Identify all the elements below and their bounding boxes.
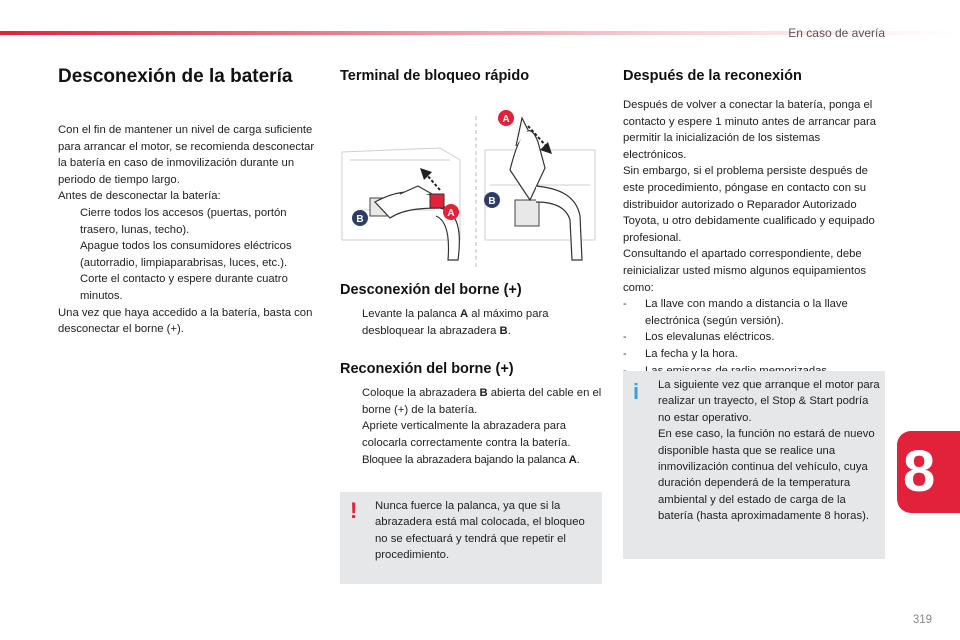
outro-paragraph: Una vez que haya accedido a la batería, basta con desconectar el borne (+). — [58, 306, 313, 336]
terminal-diagram — [340, 90, 602, 270]
label-b-right-badge — [484, 192, 500, 208]
label-b-left-badge — [352, 210, 368, 226]
warning-text: Nunca fuerce la palanca, ya que si la abrazadera está mal colocada, el bloqueo no se efectuará y tendrá que repetir el procedimiento. — [375, 500, 585, 562]
page-title: Desconexión de la batería — [58, 66, 293, 87]
dash-icon: - — [623, 298, 627, 311]
label-a-right-badge — [498, 110, 514, 126]
column-quick-terminal — [340, 62, 602, 468]
column-battery-disconnect — [58, 62, 320, 338]
list-item: Coloque la abrazadera B abierta del cable en el borne (+) de la batería. — [362, 387, 602, 416]
list-item: - Los elevalunas eléctricos. — [623, 329, 885, 346]
dash-icon: - — [623, 331, 627, 344]
section-title-reconnect: Reconexión del borne (+) — [340, 361, 514, 378]
preparation-list — [58, 205, 320, 305]
lever-a-red — [430, 194, 444, 208]
left-clamp-drawing — [370, 186, 459, 260]
list-item: Levante la palanca A al máximo para desbloquear la abrazadera B. — [362, 308, 549, 337]
chapter-number: 8 — [903, 439, 936, 504]
info-box — [623, 371, 885, 559]
warning-box — [340, 492, 602, 584]
reinitialize-list — [623, 296, 885, 379]
section-title-after-reconnect: Después de la reconexión — [623, 68, 802, 84]
reconnect-list — [340, 385, 602, 468]
chapter-title: En caso de avería — [788, 26, 885, 40]
list-item: Bloquee la abrazadera bajando la palanca A. — [362, 453, 580, 466]
svg-text:B: B — [356, 214, 364, 225]
dash-icon: - — [623, 347, 627, 360]
svg-text:A: A — [502, 114, 510, 125]
right-clamp-drawing — [510, 118, 582, 260]
section-title-quick-terminal: Terminal de bloqueo rápido — [340, 68, 530, 84]
column-after-reconnect — [623, 62, 885, 379]
page-number: 319 — [912, 614, 932, 626]
disconnect-list — [340, 306, 602, 339]
svg-text:A: A — [447, 208, 455, 219]
before-label: Antes de desconectar la batería: — [58, 190, 221, 203]
list-item: - La fecha y la hora. — [623, 346, 885, 363]
list-item: Apriete verticalmente la abrazadera para colocarla correctamente contra la batería. — [362, 420, 571, 449]
info-text: La siguiente vez que arranque el motor para realizar un trayecto, el Stop & Start podría no estar operativo. En ese caso, la función no estará de nuevo disponible hasta que se realice una inmovilización continua del vehículo, cuya duración dependerá de la temperatura ambiental y del estado de carga de la batería (hasta aproximadamente 8 horas). — [658, 379, 880, 523]
intro-paragraph: Con el fin de mantener un nivel de carga suficiente para arrancar el motor, se recomienda desconectar la batería en caso de inmovilización durante un periodo de tiempo largo. — [58, 124, 315, 186]
info-icon: i — [633, 379, 640, 404]
svg-text:B: B — [488, 196, 496, 207]
paragraph: Sin embargo, si el problema persiste después de este procedimiento, póngase en contacto con su distribuidor autorizado o Reparador Autorizado Toyota, u otro debidamente cualificado y equipado profesional. — [623, 165, 875, 244]
battery-terminal-illustration — [340, 90, 602, 270]
warning-icon: ! — [350, 498, 358, 523]
paragraph: Consultando el apartado correspondiente, debe reinicializar usted mismo algunos equipamientos como: — [623, 248, 867, 294]
list-item: Cierre todos los accesos (puertas, portón trasero, lunas, techo). — [80, 206, 287, 236]
list-item: - La llave con mando a distancia o la llave electrónica (según versión). — [623, 298, 848, 327]
list-item: Apague todos los consumidores eléctricos (autorradio, limpiaparabrisas, luces, etc.). — [80, 240, 292, 269]
list-item: Corte el contacto y espere durante cuatro minutos. — [80, 273, 288, 302]
section-title-disconnect: Desconexión del borne (+) — [340, 282, 522, 298]
lift-arrow-left — [426, 174, 440, 190]
label-a-left-badge — [443, 204, 459, 220]
intro-block — [58, 122, 320, 205]
paragraph: Después de volver a conectar la batería, ponga el contacto y espere 1 minuto antes de arrancar para permitir la inicialización de los sistemas electrónicos. — [623, 99, 877, 161]
after-reconnect-text — [623, 97, 885, 296]
